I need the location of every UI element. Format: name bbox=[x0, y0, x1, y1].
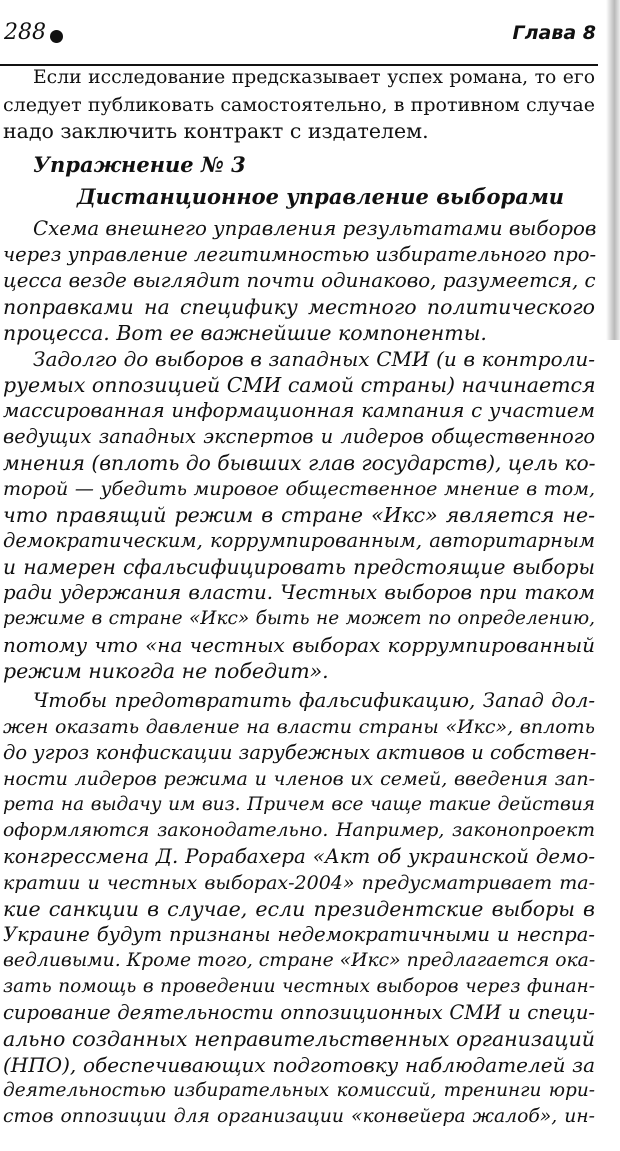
text-line: режим никогда не победит». bbox=[3, 659, 329, 683]
page-number: 288 bbox=[4, 20, 46, 45]
text-line: что правящий режим в стране «Икс» является не- bbox=[3, 503, 595, 527]
text-line: ведливыми. Кроме того, стране «Икс» предлагается ока- bbox=[3, 950, 596, 971]
text-line: надо заключить контракт с издателем. bbox=[3, 119, 429, 143]
text-line: ради удержания власти. Честных выборов при таком bbox=[3, 581, 595, 604]
text-line: демократическим, коррумпированным, авторитарным bbox=[3, 529, 595, 552]
text-line: ально созданных неправительственных организаций bbox=[3, 1027, 595, 1051]
text-line: сирование деятельности оппозиционных СМИ и специ- bbox=[3, 1001, 595, 1024]
text-line: процесса. Вот ее важнейшие компоненты. bbox=[3, 321, 487, 345]
exercise-heading: Упражнение № 3 bbox=[33, 152, 246, 177]
text-line: массированная информационная кампания с участием bbox=[3, 399, 595, 422]
text-line: Чтобы предотвратить фальсификацию, Запад дол- bbox=[33, 689, 595, 712]
text-line: торой — убедить мировое общественное мнение в том, bbox=[3, 478, 595, 500]
text-line: цесса везде выглядит почти одинаково, разумеется, с bbox=[3, 269, 596, 292]
text-line: стов оппозиции для организации «конвейера жалоб», ин- bbox=[3, 1106, 595, 1127]
text-line: следует публиковать самостоятельно, в противном случае bbox=[3, 94, 595, 116]
text-line: деятельностью избирательных комиссий, тренинги юри- bbox=[3, 1080, 595, 1101]
text-line: руемых оппозицией СМИ самой страны) начинается bbox=[3, 373, 596, 397]
text-line: через управление легитимностью избирательного про- bbox=[3, 243, 597, 266]
text-line: ности лидеров режима и членов их семей, введения зап- bbox=[3, 768, 595, 790]
text-line: зать помощь в проведении честных выборов через финан- bbox=[3, 976, 595, 997]
text-line: поправками на специфику местного политического bbox=[3, 295, 595, 319]
text-line: (НПО), обеспечивающих подготовку наблюдателей за bbox=[3, 1053, 595, 1077]
text-line: жен оказать давление на власти страны «Икс», вплоть bbox=[3, 716, 595, 738]
text-line: кратии и честных выборах-2004» предусматривает та- bbox=[3, 872, 595, 894]
text-line: режиме в стране «Икс» быть не может по определению, bbox=[3, 608, 595, 629]
text-line: Украине будут признаны недемократичными и неспра- bbox=[3, 923, 595, 946]
text-line: мнения (вплоть до бывших глав государств), цель ко- bbox=[3, 451, 596, 475]
text-line: оформляются законодательно. Например, законопроект bbox=[3, 820, 595, 841]
text-line: потому что «на честных выборах коррумпированный bbox=[3, 633, 595, 657]
bullet-icon bbox=[50, 30, 63, 43]
chapter-title: Глава 8 bbox=[512, 22, 596, 44]
page-header bbox=[0, 14, 598, 52]
text-line: до угроз конфискации зарубежных активов и собствен- bbox=[3, 741, 597, 764]
text-line: и намерен сфальсифицировать предстоящие выборы bbox=[3, 555, 595, 579]
text-line: Если исследование предсказывает успех романа, то его bbox=[33, 67, 595, 88]
section-title: Дистанционное управление выборами bbox=[77, 184, 565, 209]
text-line: Схема внешнего управления результатами выборов bbox=[33, 217, 597, 240]
text-line: кие санкции в случае, если президентские выборы в bbox=[3, 897, 595, 921]
text-line: ведущих западных экспертов и лидеров общественного bbox=[3, 425, 595, 448]
text-line: Задолго до выборов в западных СМИ (и в контроли- bbox=[33, 347, 595, 371]
scan-shadow bbox=[606, 0, 620, 340]
text-line: рета на выдачу им виз. Причем все чаще такие действия bbox=[3, 794, 595, 815]
text-line: конгрессмена Д. Рорабахера «Акт об украинской демо- bbox=[3, 845, 595, 868]
